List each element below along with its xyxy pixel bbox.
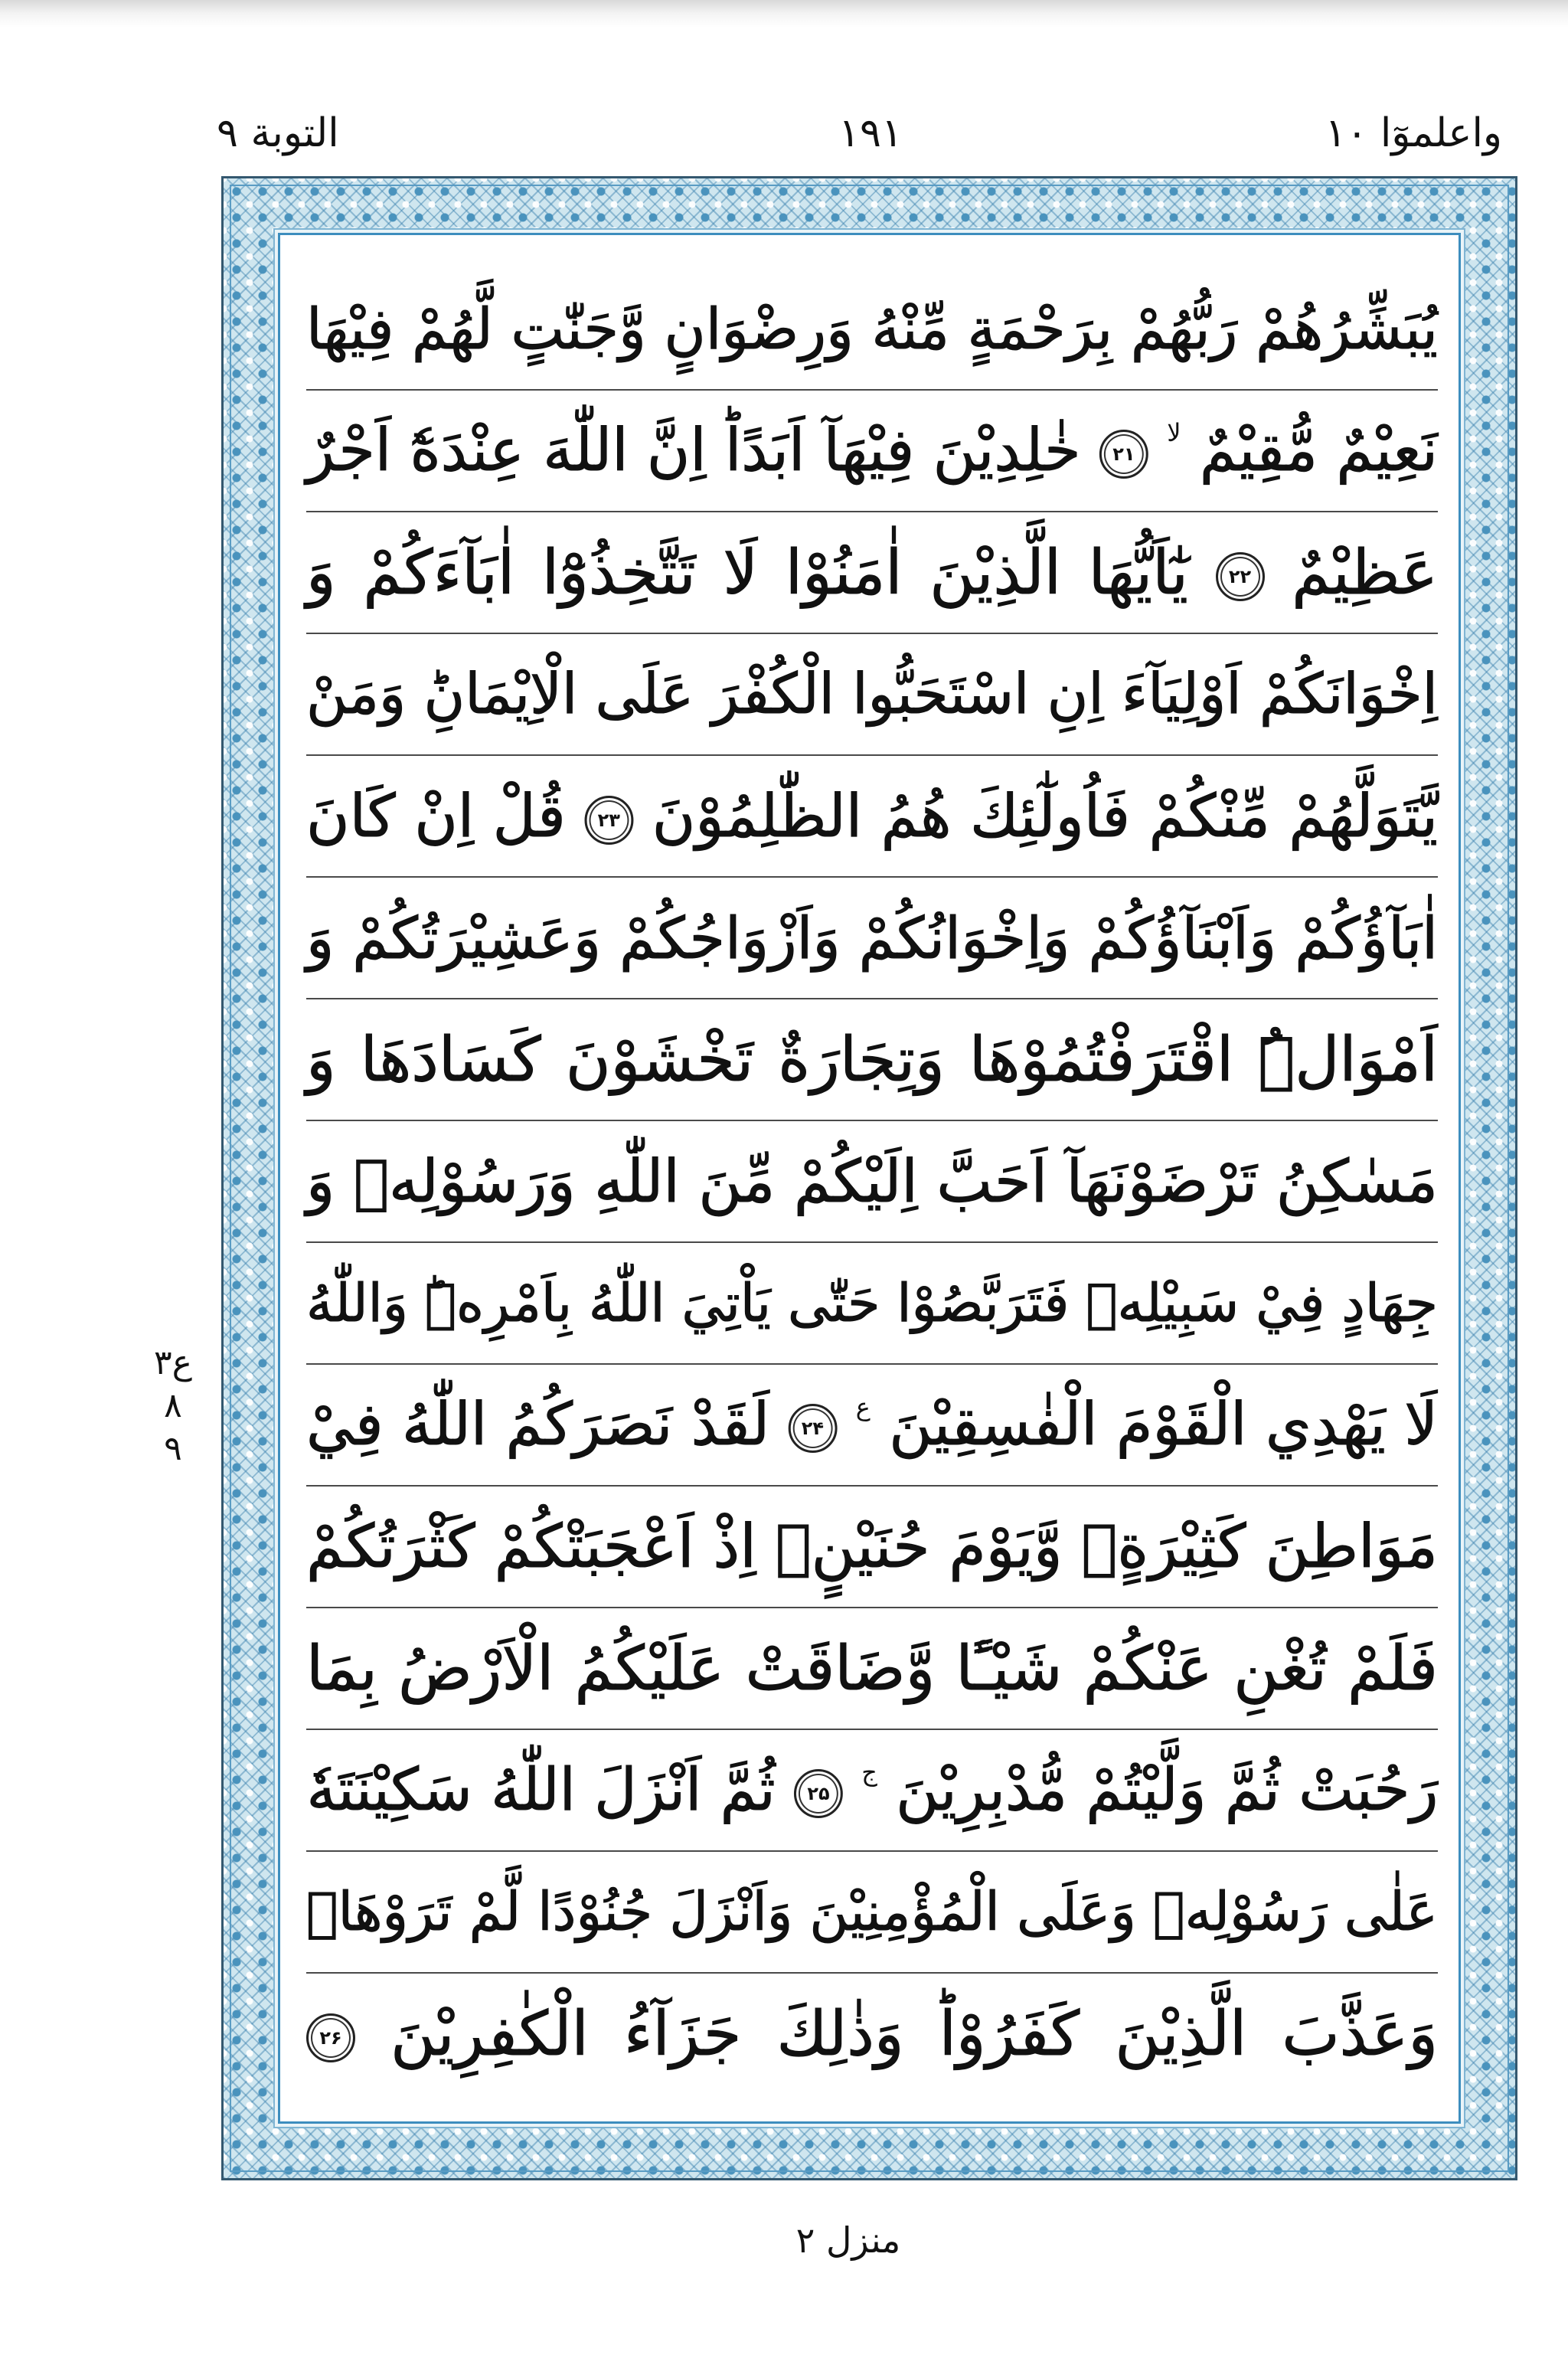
- verse-text: عَلٰى رَسُوْلِهٖ وَعَلَى الْمُؤْمِنِيْنَ وَاَنْزَلَ جُنُوْدًا لَّمْ تَرَوْهَاۚ: [306, 1881, 1438, 1943]
- verse-text: لَقَدْ نَصَرَكُمُ اللّٰهُ فِيْ: [306, 1390, 770, 1459]
- verse-text: ثُمَّ اَنْزَلَ اللّٰهُ سَكِيْنَتَهٗ: [306, 1755, 776, 1824]
- waqf-mark: لا: [1167, 417, 1181, 447]
- mushaf-line: [306, 1121, 1438, 1243]
- mushaf-line: [306, 512, 1438, 634]
- line-text: [306, 1124, 1438, 1239]
- page-number: ۱۹۱: [838, 110, 903, 156]
- verse-text: مَسٰكِنُ تَرْضَوْنَهَآ اَحَبَّ اِلَيْكُمْ مِّنَ اللّٰهِ وَرَسُوْلِهٖ وَ: [306, 1146, 1438, 1216]
- verse-text: مَوَاطِنَ كَثِيْرَةٍۙ وَّيَوْمَ حُنَيْنٍۙ اِذْ اَعْجَبَتْكُمْ كَثْرَتُكُمْ: [306, 1511, 1438, 1581]
- verse-text: خٰلِدِيْنَ فِيْهَآ اَبَدًاؕ اِنَّ اللّٰهَ عِنْدَهٗٓ اَجْرٌ: [306, 416, 1081, 485]
- manzil-label: منزل ۲: [795, 2219, 901, 2261]
- mushaf-line: [306, 1487, 1438, 1608]
- waqf-mark: ج: [861, 1757, 877, 1787]
- surah-title: التوبة ۹: [217, 110, 339, 156]
- mushaf-line: [306, 1730, 1438, 1852]
- verse-text: عَظِيْمٌ: [1292, 536, 1438, 608]
- verse-text: اِخْوَانَكُمْ اَوْلِيَآءَ اِنِ اسْتَحَبُّوا الْكُفْرَ عَلَى الْاِيْمَانِؕ وَمَنْ: [306, 661, 1438, 727]
- ayah-number-marker: ۲۱: [1099, 430, 1148, 479]
- ayah-number-marker: ۲۳: [584, 796, 633, 845]
- verse-text: نَعِيْمٌ مُّقِيْمٌ: [1199, 416, 1438, 485]
- mushaf-line: [306, 756, 1438, 878]
- verse-text: اَمْوَالُۨ اقْتَرَفْتُمُوْهَا وَتِجَارَةٌ تَخْشَوْنَ كَسَادَهَا وَ: [306, 1023, 1438, 1095]
- mushaf-line: [306, 878, 1438, 999]
- line-text: [306, 1611, 1438, 1726]
- line-text: [306, 1246, 1438, 1361]
- line-text: [306, 1490, 1438, 1604]
- verse-text: رَحُبَتْ ثُمَّ وَلَّيْتُمْ مُّدْبِرِيْنَ: [895, 1755, 1438, 1824]
- verse-text: لَا يَهْدِي الْقَوْمَ الْفٰسِقِيْنَ: [889, 1390, 1438, 1459]
- line-text: [306, 515, 1438, 630]
- verse-text: فَلَمْ تُغْنِ عَنْكُمْ شَيْـًٔا وَّضَاقَتْ عَلَيْكُمُ الْاَرْضُ بِمَا: [306, 1632, 1438, 1704]
- verse-text: اٰبَآؤُكُمْ وَاَبْنَآؤُكُمْ وَاِخْوَانُكُمْ وَاَزْوَاجُكُمْ وَعَشِيْرَتُكُمْ وَ: [306, 904, 1438, 972]
- ayah-number-marker: ۲۶: [306, 2013, 355, 2062]
- mushaf-line: [306, 269, 1438, 391]
- ruku-marker: [142, 1342, 204, 1470]
- line-text: [306, 1003, 1438, 1117]
- mushaf-line: [306, 1608, 1438, 1730]
- verse-text: يٰٓاَيُّهَا الَّذِيْنَ اٰمَنُوْا لَا تَتَّخِذُوْٓا اٰبَآءَكُمْ وَ: [306, 536, 1188, 608]
- ruku-verse-count: ۸: [164, 1386, 182, 1425]
- mushaf-line: [306, 1365, 1438, 1487]
- ayah-number-marker: ۲۴: [789, 1404, 838, 1453]
- mushaf-line: [306, 391, 1438, 512]
- ruku-marker-top: [142, 1342, 204, 1385]
- line-text: [306, 1977, 1438, 2092]
- line-text: [306, 1855, 1438, 1970]
- verse-text: يَّتَوَلَّهُمْ مِّنْكُمْ فَاُولٰٓئِكَ هُمُ الظّٰلِمُوْنَ: [652, 781, 1438, 851]
- ruku-juz-count: ۹: [164, 1429, 182, 1468]
- verse-text: وَعَذَّبَ الَّذِيْنَ كَفَرُوْاؕ وَذٰلِكَ جَزَآءُ الْكٰفِرِيْنَ: [390, 1997, 1438, 2069]
- line-text: [306, 881, 1438, 996]
- text-lines: [306, 269, 1438, 2094]
- ruku-surah-count: ۳: [154, 1343, 172, 1382]
- juz-title: واعلموٓا ۱۰: [1325, 110, 1502, 156]
- mushaf-line: [306, 1852, 1438, 1974]
- line-text: [306, 637, 1438, 752]
- ayah-number-marker: ۲۲: [1216, 552, 1265, 601]
- verse-text: قُلْ اِنْ كَانَ: [306, 781, 566, 851]
- mushaf-line: [306, 634, 1438, 756]
- line-text: [306, 1733, 1438, 1848]
- mushaf-line: [306, 1974, 1438, 2094]
- line-text: [306, 1368, 1438, 1483]
- line-text: [306, 759, 1438, 874]
- mushaf-line: [306, 999, 1438, 1121]
- line-text: [306, 394, 1438, 509]
- line-text: [306, 272, 1438, 387]
- waqf-mark: ع: [855, 1392, 871, 1421]
- ruku-letter: ع: [172, 1343, 192, 1382]
- mushaf-line: [306, 1243, 1438, 1365]
- verse-text: يُبَشِّرُهُمْ رَبُّهُمْ بِرَحْمَةٍ مِّنْهُ وَرِضْوَانٍ وَّجَنّٰتٍ لَّهُمْ فِيْهَا: [306, 296, 1438, 362]
- verse-text: جِهَادٍ فِيْ سَبِيْلِهٖ فَتَرَبَّصُوْا حَتّٰى يَاْتِيَ اللّٰهُ بِاَمْرِهٖؕ وَاللّٰهُ: [306, 1272, 1438, 1334]
- ayah-number-marker: ۲۵: [794, 1769, 843, 1818]
